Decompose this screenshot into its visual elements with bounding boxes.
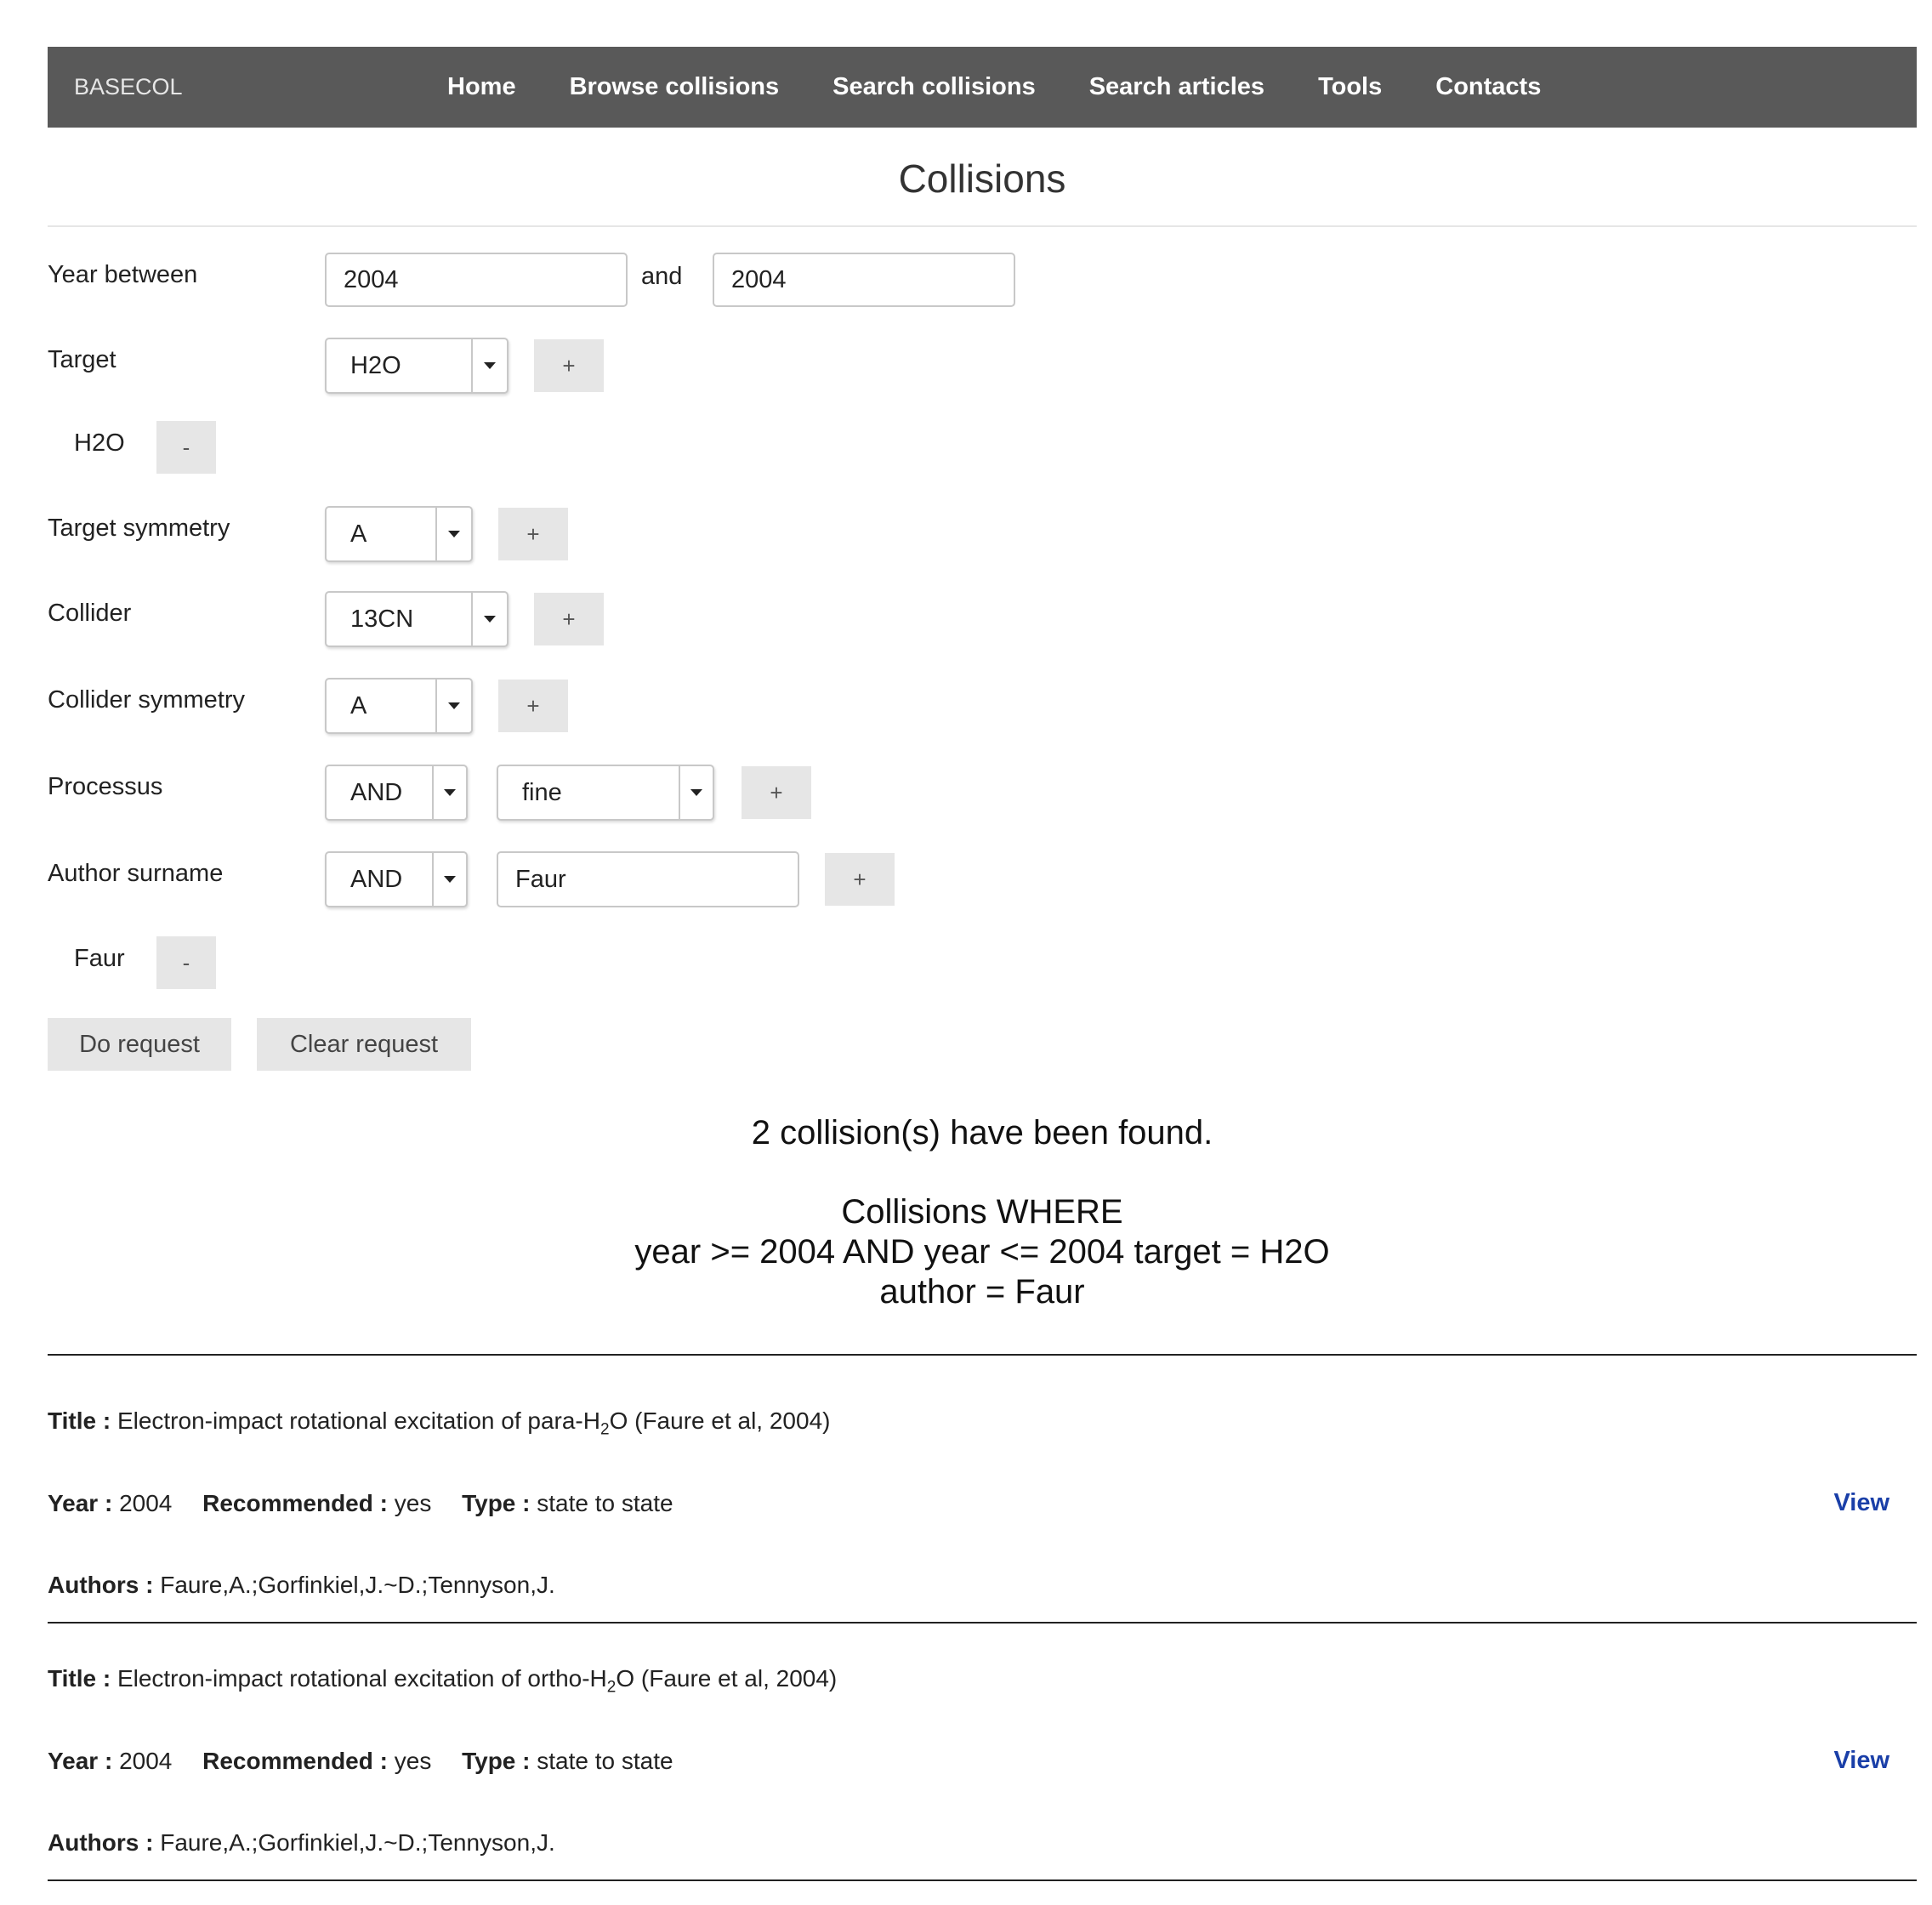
authors-field-label: Authors :	[48, 1572, 154, 1598]
target-symmetry-select[interactable]	[325, 506, 473, 562]
nav-tools[interactable]: Tools	[1318, 73, 1383, 100]
nav-contacts[interactable]: Contacts	[1435, 73, 1542, 100]
search-form	[48, 227, 1917, 1078]
collider-select-value: 13CN	[350, 606, 414, 633]
chevron-down-icon	[432, 766, 466, 819]
result-type: state to state	[537, 1490, 673, 1516]
result-authors-line	[48, 1829, 555, 1857]
result-meta-line	[48, 1748, 673, 1775]
target-symmetry-label: Target symmetry	[48, 515, 230, 542]
clear-request-button[interactable]: Clear request	[257, 1018, 471, 1071]
nav-home[interactable]: Home	[447, 73, 516, 100]
chevron-down-icon	[471, 339, 507, 392]
processus-operator-value: AND	[350, 779, 403, 806]
result-title: Electron-impact rotational excitation of ortho-$H_2O$ (Faure et al, 2004)	[116, 1665, 838, 1697]
result-authors-line	[48, 1572, 555, 1599]
year-and-label: and	[641, 263, 683, 290]
remove-target-chip-button[interactable]: -	[156, 421, 216, 474]
add-collider-button[interactable]: +	[534, 593, 604, 645]
title-field-label: Title :	[48, 1665, 111, 1692]
target-symmetry-value: A	[350, 520, 367, 548]
query-where	[48, 1192, 1917, 1312]
year-field-label: Year :	[48, 1490, 113, 1516]
processus-label: Processus	[48, 773, 163, 800]
result-title: Electron-impact rotational excitation of para-$H_2O$ (Faure et al, 2004)	[116, 1407, 831, 1439]
type-field-label: Type :	[462, 1490, 531, 1516]
collider-symmetry-select[interactable]	[325, 678, 473, 734]
view-link[interactable]: View	[1833, 1747, 1889, 1774]
result-title-line	[48, 1665, 837, 1697]
chevron-down-icon	[435, 508, 471, 560]
view-link[interactable]: View	[1833, 1489, 1889, 1516]
add-processus-button[interactable]: +	[742, 766, 811, 819]
result-recommended: yes	[394, 1748, 432, 1774]
author-chip-label: Faur	[74, 945, 125, 972]
year-label: Year between	[48, 261, 198, 288]
results-divider	[48, 1879, 1917, 1881]
brand-logo[interactable]: BASECOL	[74, 74, 183, 100]
add-author-button[interactable]: +	[825, 853, 895, 906]
results-divider	[48, 1354, 1917, 1356]
target-select-value: H2O	[350, 352, 401, 379]
collider-label: Collider	[48, 600, 132, 627]
target-select[interactable]	[325, 338, 509, 394]
recommended-field-label: Recommended :	[202, 1748, 388, 1774]
chevron-down-icon	[679, 766, 713, 819]
processus-select[interactable]	[497, 765, 714, 821]
year-from-input[interactable]	[325, 253, 628, 307]
add-collider-symmetry-button[interactable]: +	[498, 680, 568, 732]
page-title: Collisions	[898, 156, 1066, 201]
collider-select[interactable]	[325, 591, 509, 647]
chevron-down-icon	[435, 680, 471, 732]
result-recommended: yes	[394, 1490, 432, 1516]
nav-browse-collisions[interactable]: Browse collisions	[569, 73, 780, 100]
results-divider	[48, 1622, 1917, 1624]
page	[48, 47, 1917, 1856]
year-to-input[interactable]	[713, 253, 1015, 307]
remove-author-chip-button[interactable]: -	[156, 936, 216, 989]
target-chip-label: H2O	[74, 429, 125, 457]
author-surname-label: Author surname	[48, 860, 224, 887]
collider-symmetry-value: A	[350, 692, 367, 719]
where-line: year >= 2004 AND year <= 2004 target = H2O	[634, 1233, 1330, 1271]
add-target-button[interactable]: +	[534, 339, 604, 392]
authors-field-label: Authors :	[48, 1829, 154, 1856]
type-field-label: Type :	[462, 1748, 531, 1774]
title-field-label: Title :	[48, 1407, 111, 1434]
result-year: 2004	[119, 1490, 173, 1516]
result-authors: Faure,A.;Gorfinkiel,J.~D.;Tennyson,J.	[160, 1572, 555, 1598]
results-summary: 2 collision(s) have been found.	[751, 1114, 1213, 1152]
processus-select-value: fine	[522, 779, 562, 806]
add-target-symmetry-button[interactable]: +	[498, 508, 568, 560]
year-field-label: Year :	[48, 1748, 113, 1774]
result-type: state to state	[537, 1748, 673, 1774]
navbar	[48, 47, 1917, 128]
result-meta-line	[48, 1490, 673, 1517]
chevron-down-icon	[471, 593, 507, 645]
author-surname-input[interactable]	[497, 851, 799, 907]
processus-operator-select[interactable]	[325, 765, 468, 821]
chevron-down-icon	[432, 853, 466, 906]
author-operator-select[interactable]	[325, 851, 468, 907]
result-year: 2004	[119, 1748, 173, 1774]
author-operator-value: AND	[350, 866, 403, 893]
do-request-button[interactable]: Do request	[48, 1018, 231, 1071]
nav-search-collisions[interactable]: Search collisions	[832, 73, 1036, 100]
recommended-field-label: Recommended :	[202, 1490, 388, 1516]
nav-menu	[447, 47, 1594, 128]
nav-search-articles[interactable]: Search articles	[1088, 73, 1265, 100]
where-line: author = Faur	[879, 1273, 1085, 1311]
collider-symmetry-label: Collider symmetry	[48, 686, 246, 714]
result-authors: Faure,A.;Gorfinkiel,J.~D.;Tennyson,J.	[160, 1829, 555, 1856]
result-title-line	[48, 1407, 830, 1440]
where-line: Collisions WHERE	[841, 1193, 1123, 1231]
target-label: Target	[48, 346, 116, 373]
